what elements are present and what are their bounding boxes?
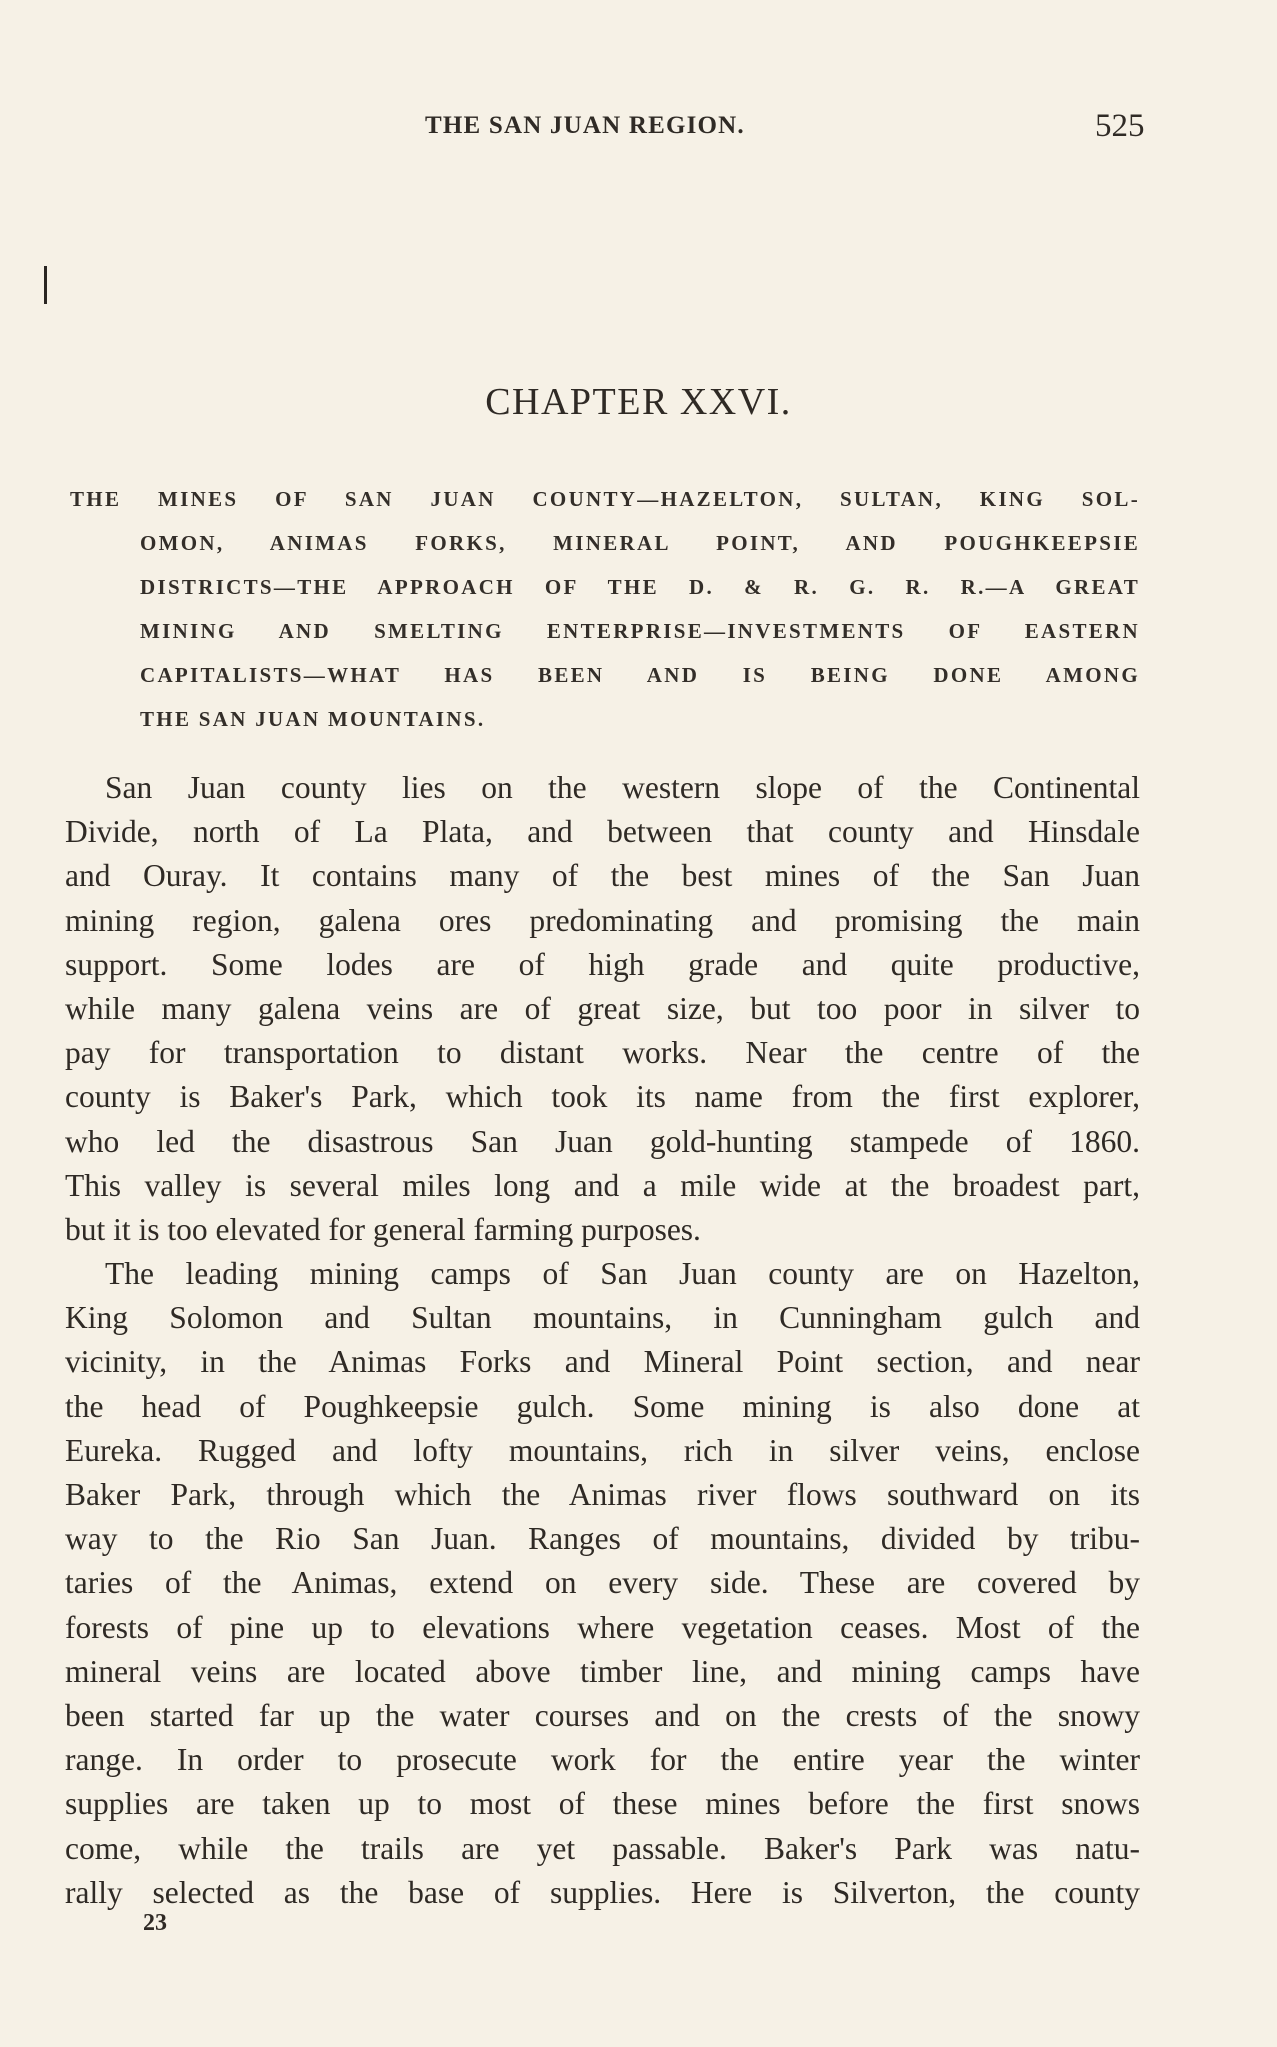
body-line: the head of Poughkeepsie gulch. Some mining is also done at (65, 1388, 1140, 1424)
body-line: vicinity, in the Animas Forks and Mineral Point section, and near (65, 1344, 1140, 1380)
body-line: mining region, galena ores predominating and promising the main (65, 902, 1140, 938)
body-line: supplies are taken up to most of these mines before the first snows (65, 1786, 1140, 1822)
signature-mark: 23 (143, 1910, 167, 1936)
synopsis-line: DISTRICTS—THE APPROACH OF THE D. & R. G. R. R.—A GREAT (140, 575, 1140, 599)
body-line: Baker Park, through which the Animas river flows southward on its (65, 1477, 1140, 1512)
chapter-title: CHAPTER XXVI. (485, 381, 792, 423)
synopsis-line: OMON, ANIMAS FORKS, MINERAL POINT, AND POUGHKEEPSIE (140, 531, 1140, 555)
chapter-synopsis (70, 477, 1140, 741)
body-line: but it is too elevated for general farming purposes. (65, 1211, 701, 1247)
body-line: Divide, north of La Plata, and between that county and Hinsdale (65, 814, 1140, 850)
body-line: The leading mining camps of San Juan county are on Hazelton, (105, 1256, 1140, 1292)
running-head (0, 108, 1277, 152)
body-line: who led the disastrous San Juan gold-hunting stampede of 1860. (65, 1123, 1140, 1159)
running-title: THE SAN JUAN REGION. (425, 112, 745, 139)
body-line: King Solomon and Sultan mountains, in Cunningham gulch and (65, 1300, 1140, 1336)
margin-mark (44, 266, 47, 304)
body-line: This valley is several miles long and a mile wide at the broadest part, (65, 1167, 1140, 1203)
body-line: and Ouray. It contains many of the best mines of the San Juan (65, 858, 1140, 894)
body-line: pay for transportation to distant works. Near the centre of the (65, 1035, 1140, 1071)
body-line: come, while the trails are yet passable. Baker's Park was natu- (65, 1830, 1140, 1866)
synopsis-line: CAPITALISTS—WHAT HAS BEEN AND IS BEING DONE AMONG (140, 663, 1140, 687)
body-line: way to the Rio San Juan. Ranges of mountains, divided by tribu- (65, 1521, 1140, 1557)
body-line: been started far up the water courses and on the crests of the snowy (65, 1697, 1140, 1733)
synopsis-line: MINING AND SMELTING ENTERPRISE—INVESTMENTS OF EASTERN (140, 619, 1140, 643)
body-line: rally selected as the base of supplies. Here is Silverton, the county (65, 1874, 1140, 1910)
body-line: while many galena veins are of great size, but too poor in silver to (65, 990, 1140, 1026)
body-line: range. In order to prosecute work for the entire year the winter (65, 1742, 1140, 1778)
synopsis-line: THE MINES OF SAN JUAN COUNTY—HAZELTON, SULTAN, KING SOL- (70, 487, 1140, 511)
body-line: support. Some lodes are of high grade and quite productive, (65, 946, 1140, 982)
body-line: taries of the Animas, extend on every side. These are covered by (65, 1565, 1140, 1601)
body-line: mineral veins are located above timber line, and mining camps have (65, 1653, 1140, 1689)
body-text (65, 766, 1140, 1915)
body-line: San Juan county lies on the western slope of the Continental (105, 770, 1140, 805)
synopsis-line: THE SAN JUAN MOUNTAINS. (140, 707, 486, 731)
page-number: 525 (1095, 108, 1145, 144)
body-line: forests of pine up to elevations where vegetation ceases. Most of the (65, 1609, 1140, 1645)
body-line: county is Baker's Park, which took its name from the first explorer, (65, 1079, 1140, 1115)
body-line: Eureka. Rugged and lofty mountains, rich in silver veins, enclose (65, 1432, 1140, 1468)
